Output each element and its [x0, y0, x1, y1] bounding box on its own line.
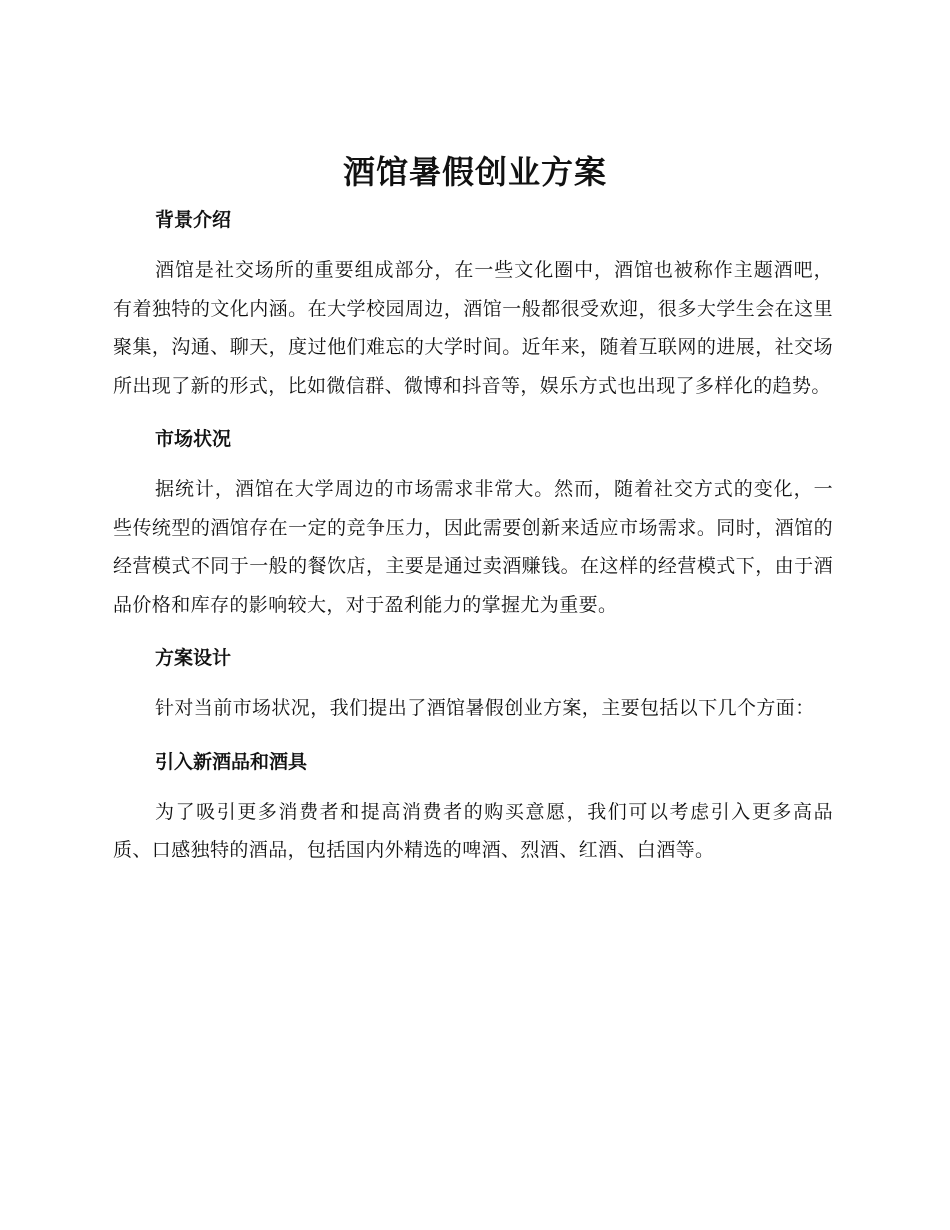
section-background	[113, 201, 833, 420]
section-heading: 背景介绍	[155, 209, 232, 231]
section-paragraph: 针对当前市场状况，我们提出了酒馆暑假创业方案，主要包括以下几个方面：	[155, 697, 815, 719]
section-market	[113, 420, 833, 639]
section-new-products	[113, 743, 833, 870]
section-paragraph: 酒馆是社交场所的重要组成部分，在一些文化圈中，酒馆也被称作主题酒吧，有着独特的文化内涵。在大学校园周边，酒馆一般都很受欢迎，很多大学生会在这里聚集，沟通、聊天，度过他们难忘的大学时间。近年来，随着互联网的进展，社交场所出现了新的形式，比如微信群、微博和抖音等，娱乐方式也出现了多样化的趋势。	[113, 259, 833, 397]
section-heading: 引入新酒品和酒具	[155, 750, 308, 773]
document-body	[113, 201, 833, 870]
document-title: 酒馆暑假创业方案	[342, 153, 607, 191]
section-plan-design	[113, 639, 833, 743]
section-heading: 方案设计	[155, 647, 232, 669]
section-heading: 市场状况	[155, 428, 232, 450]
section-paragraph: 据统计，酒馆在大学周边的市场需求非常大。然而，随着社交方式的变化，一些传统型的酒馆存在一定的竞争压力，因此需要创新来适应市场需求。同时，酒馆的经营模式不同于一般的餐饮店，主要是通过卖酒赚钱。在这样的经营模式下，由于酒品价格和库存的影响较大，对于盈利能力的掌握尤为重要。	[113, 478, 833, 616]
section-paragraph: 为了吸引更多消费者和提高消费者的购买意愿，我们可以考虑引入更多高品质、口感独特的酒品，包括国内外精选的啤酒、烈酒、红酒、白酒等。	[113, 800, 833, 861]
